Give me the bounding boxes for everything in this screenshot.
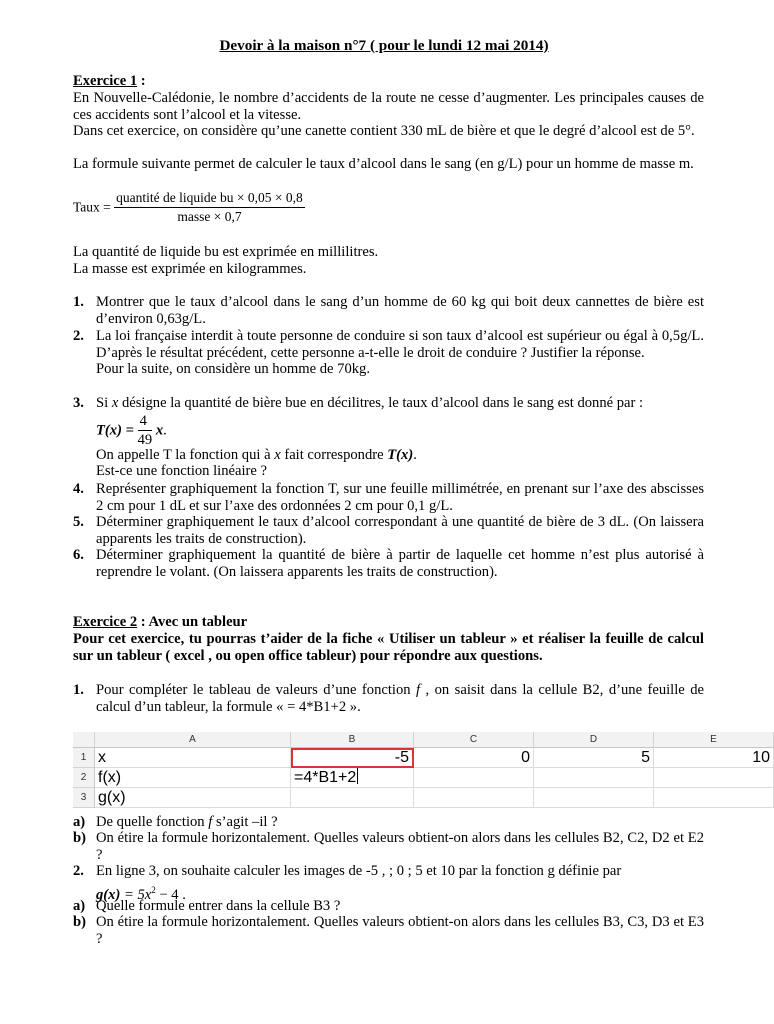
cell-e1[interactable]: 10 (654, 748, 774, 768)
t-fraction (138, 413, 153, 448)
ex1-paragraph-5: La masse est exprimée en kilogrammes. (73, 261, 307, 277)
ex1-question-6 (73, 547, 704, 580)
row-header-1[interactable]: 1 (73, 748, 95, 768)
cell-b1[interactable]: -5 (291, 748, 414, 768)
question-number: 5. (73, 514, 84, 530)
ex1-heading-colon: : (137, 73, 146, 89)
t-of-x: T(x) (387, 446, 414, 463)
cell-e2[interactable] (654, 768, 774, 788)
t-variable: x (155, 421, 164, 438)
question-letter: a) (73, 814, 86, 830)
t-numerator: 4 (138, 413, 153, 431)
taux-formula (73, 190, 704, 225)
text-run: désigne la quantité de bière bue en décilitres, le taux d’alcool dans le sang est donné par : (118, 395, 644, 411)
question-text (96, 395, 704, 412)
ex2-heading-label: Exercice 2 (73, 614, 138, 630)
ex1-paragraph-1: En Nouvelle-Calédonie, le nombre d’accidents de la route ne cesse d’augmenter. Les principales causes de ces accidents sont l’alcool et la vitesse. (73, 90, 704, 123)
question-number: 2. (73, 863, 84, 879)
cell-a3[interactable]: g(x) (95, 788, 291, 808)
text-cursor (357, 768, 358, 784)
text-run: Si (96, 395, 112, 411)
g-exponent: 2 (151, 884, 156, 895)
function-f: f (416, 682, 421, 698)
row-header-2[interactable]: 2 (73, 768, 95, 788)
cell-d3[interactable] (534, 788, 654, 808)
ex1-question-1 (73, 294, 704, 327)
cell-c1[interactable]: 0 (414, 748, 534, 768)
cell-b3[interactable] (291, 788, 414, 808)
cell-b2-editing[interactable] (291, 768, 414, 788)
text-run: De quelle fonction (96, 814, 209, 830)
text-run: , on saisit dans la cellule B2, d’une feuille de calcul d’un tableur, la formule « = 4*B1+2 ». (96, 682, 705, 715)
formula-numerator: quantité de liquide bu × 0,05 × 0,8 (114, 190, 305, 208)
cell-c2[interactable] (414, 768, 534, 788)
ex2-question-1 (73, 682, 704, 715)
ex2-question-2 (73, 863, 704, 903)
cell-e3[interactable] (654, 788, 774, 808)
cell-a2[interactable]: f(x) (95, 768, 291, 788)
cell-b2-formula: =4*B1+2 (294, 769, 357, 786)
question-number: 3. (73, 395, 84, 411)
page-title: Devoir à la maison n°7 ( pour le lundi 12 mai 2014) (219, 37, 549, 54)
question-text: Déterminer graphiquement la quantité de bière à partir de laquelle cet homme n’est plus autorisé à reprendre le volant. (On laissera apparents les traits de construction). (96, 547, 704, 580)
ex2-question-1b (73, 830, 704, 863)
question-number: 1. (73, 294, 84, 310)
g-rhs: = 5x (120, 886, 152, 903)
question-text: En ligne 3, on souhaite calculer les images de -5 , ; 0 ; 5 et 10 par la fonction g définie par (96, 863, 622, 879)
formula-lhs: Taux = (73, 199, 111, 215)
question-number: 2. (73, 328, 84, 344)
question-number: 1. (73, 682, 84, 698)
t-end: . (163, 421, 167, 438)
question-text: Montrer que le taux d’alcool dans le sang d’un homme de 60 kg qui boit deux cannettes de bière est d’environ 0,63g/L. (96, 294, 704, 327)
ex1-question-3 (73, 395, 704, 480)
ex2-question-2b (73, 914, 704, 947)
question-text (96, 682, 704, 715)
cell-d2[interactable] (534, 768, 654, 788)
formula-fraction (114, 190, 305, 225)
ex1-heading (73, 73, 704, 90)
t-formula (96, 413, 704, 447)
variable-x: x (111, 395, 119, 411)
question-note: Pour la suite, on considère un homme de 70kg. (96, 361, 370, 377)
text-run: Pour compléter le tableau de valeurs d’une fonction (96, 682, 417, 698)
question-letter: a) (73, 898, 86, 914)
variable-x: x (274, 446, 281, 463)
question-letter: b) (73, 914, 86, 930)
ex1-paragraph-3: La formule suivante permet de calculer le taux d’alcool dans le sang (en g/L) pour un homme de masse m. (73, 156, 694, 172)
question-letter: b) (73, 830, 86, 846)
column-header-c[interactable]: C (414, 732, 534, 748)
question-text: Quelle formule entrer dans la cellule B3 ? (96, 898, 341, 914)
ex1-paragraph-2: Dans cet exercice, on considère qu’une canette contient 330 mL de bière et que le degré d’alcool est de 5°. (73, 123, 695, 139)
ex2-intro: Pour cet exercice, tu pourras t’aider de la fiche « Utiliser un tableur » et réaliser la feuille de calcul sur un tableur ( excel , ou open office tableur) pour répondre aux questions. (73, 631, 704, 664)
ex2-heading-rest: : Avec un tableur (137, 614, 248, 630)
question-text: On étire la formule horizontalement. Quelles valeurs obtient-on alors dans les cellules B2, C2, D2 et E2 ? (96, 830, 704, 863)
column-header-a[interactable]: A (95, 732, 291, 748)
function-f: f (208, 814, 213, 830)
question-number: 6. (73, 547, 84, 563)
g-end: − 4 . (155, 886, 186, 903)
ex1-question-5 (73, 514, 704, 547)
text-run: fait correspondre (280, 446, 388, 463)
spreadsheet[interactable] (73, 732, 770, 810)
question-text: Déterminer graphiquement le taux d’alcool correspondant à une quantité de bière de 3 dL. (On laissera apparents les traits de construction). (96, 514, 704, 547)
g-lhs: g(x) (96, 886, 121, 903)
cell-d1[interactable]: 5 (534, 748, 654, 768)
question-text: Représenter graphiquement la fonction T, sur une feuille millimétrée, en prenant sur l’axe des abscisses 2 cm pour 1 dL et sur l’axe des ordonnées 2 cm pour 0,1 g/L. (96, 481, 704, 514)
text-run: . (413, 446, 417, 463)
corner-cell (73, 732, 95, 748)
column-header-e[interactable]: E (654, 732, 774, 748)
t-denominator: 49 (137, 431, 153, 448)
ex1-heading-label: Exercice 1 (73, 73, 138, 89)
cell-a1[interactable]: x (95, 748, 291, 768)
formula-denominator: masse × 0,7 (177, 209, 242, 224)
question-text: La loi française interdit à toute personne de conduire si son taux d’alcool est supérieur ou égal à 0,5g/L. D’après le résultat précédent, cette personne a-t-elle le droit de conduire ? Justifier la réponse. (96, 328, 704, 361)
ex1-paragraph-4: La quantité de liquide bu est exprimée en millilitres. (73, 244, 379, 260)
question-number: 4. (73, 481, 84, 497)
question-text (96, 814, 704, 831)
ex2-heading (73, 614, 704, 631)
ex2-question-2a (73, 898, 704, 915)
question-text-2 (96, 447, 704, 464)
t-lhs: T(x) = (96, 421, 134, 438)
text-run: On appelle T la fonction qui à (96, 446, 275, 463)
ex1-question-2 (73, 328, 704, 378)
cell-c3[interactable] (414, 788, 534, 808)
column-header-d[interactable]: D (534, 732, 654, 748)
question-text-3: Est-ce une fonction linéaire ? (96, 463, 267, 479)
column-header-b[interactable]: B (291, 732, 414, 748)
text-run: s’agit –il ? (212, 814, 278, 830)
ex1-question-4 (73, 481, 704, 514)
row-header-3[interactable]: 3 (73, 788, 95, 808)
ex2-question-1a (73, 814, 704, 831)
question-text: On étire la formule horizontalement. Quelles valeurs obtient-on alors dans les cellules B3, C3, D3 et E3 ? (96, 914, 704, 947)
